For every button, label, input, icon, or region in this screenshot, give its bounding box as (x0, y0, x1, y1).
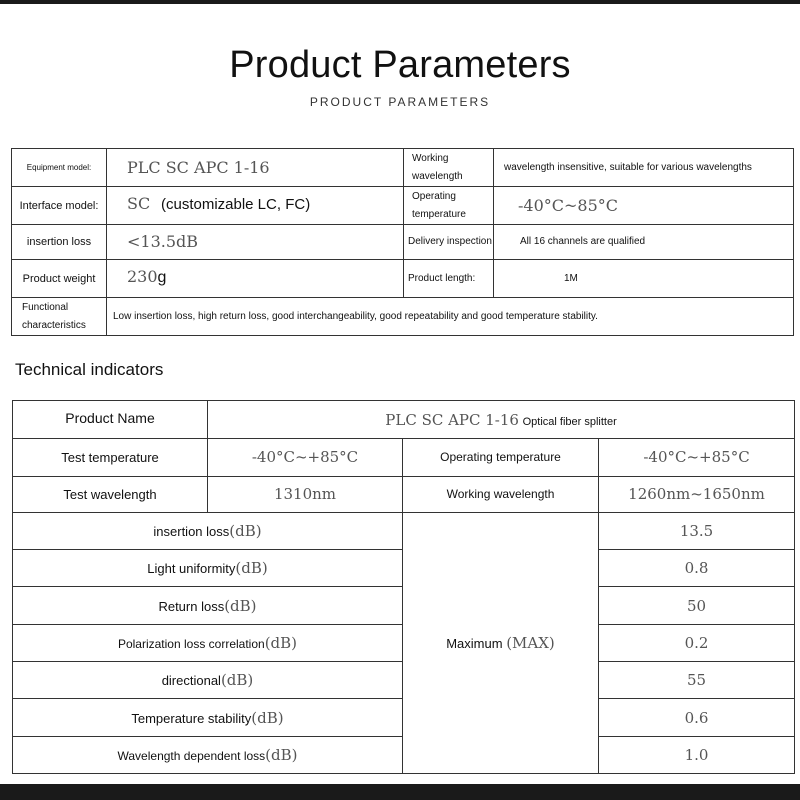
metric-unit: (dB) (220, 671, 254, 690)
metric-unit: (dB) (265, 745, 298, 764)
working-wavelength-value: wavelength insensitive, suitable for various wavelengths (494, 149, 794, 187)
test-wavelength-value: 1310nm (208, 476, 403, 512)
interface-model-value: SC (127, 194, 151, 213)
product-weight-label: Product weight (12, 260, 107, 298)
test-temperature-label: Test temperature (13, 439, 208, 476)
metric-unit: (dB) (224, 596, 257, 615)
table-row (13, 512, 795, 549)
tech-row-product-name (13, 401, 795, 439)
functional-value: Low insertion loss, high return loss, good interchangeability, good repeatability and good temperature stability. (107, 298, 794, 336)
test-wavelength-label: Test wavelength (13, 476, 208, 512)
metric-label: Wavelength dependent loss (117, 748, 266, 763)
functional-label: Functional characteristics (12, 298, 107, 336)
product-name-value: PLC SC APC 1-16 (385, 410, 519, 429)
product-length-label: Product length: (404, 260, 494, 298)
metric-label-cell (13, 587, 403, 624)
tech-operating-temperature-value: -40°C~+85°C (599, 439, 795, 476)
params-row-interface (12, 187, 794, 225)
working-wavelength-label: Working wavelength (404, 149, 494, 187)
metric-value: 13.5 (599, 512, 795, 549)
equipment-model-value: PLC SC APC 1-16 (107, 149, 404, 187)
metric-label-cell (13, 512, 403, 549)
product-weight-value: 230 (127, 267, 158, 286)
product-weight-unit: g (157, 269, 167, 286)
metric-label: Polarization loss correlation (117, 636, 265, 651)
interface-model-cell (107, 187, 404, 225)
metric-label: directional (161, 673, 221, 689)
params-row-equipment (12, 149, 794, 187)
metric-label: Return loss (158, 598, 225, 614)
maximum-label: Maximum (446, 635, 503, 651)
metric-label-cell (13, 662, 403, 699)
metric-value: 1.0 (599, 736, 795, 773)
metric-value: 0.8 (599, 550, 795, 587)
technical-indicators-heading: Technical indicators (15, 360, 164, 379)
metric-label-cell (13, 699, 403, 736)
metric-unit: (dB) (264, 633, 298, 652)
delivery-inspection-value: All 16 channels are qualified (494, 225, 794, 260)
interface-model-label: Interface model: (12, 187, 107, 225)
tech-working-wavelength-value: 1260nm~1650nm (599, 476, 795, 512)
metric-label: Light uniformity (147, 561, 236, 577)
metric-unit: (dB) (235, 559, 268, 578)
params-row-weight (12, 260, 794, 298)
tech-row-wavelength (13, 476, 795, 512)
insertion-loss-value: <13.5dB (107, 225, 404, 260)
product-weight-cell (107, 260, 404, 298)
tech-operating-temperature-label: Operating temperature (403, 439, 599, 476)
bottom-border-bar (0, 784, 800, 800)
metric-label-cell (13, 624, 403, 661)
metric-label-cell (13, 550, 403, 587)
metric-label: insertion loss (153, 524, 230, 540)
product-name-label: Product Name (13, 401, 208, 439)
maximum-cell (403, 512, 599, 773)
metric-value: 0.6 (599, 699, 795, 736)
params-row-functional (12, 298, 794, 336)
page-subtitle: PRODUCT PARAMETERS (309, 95, 491, 109)
delivery-inspection-label: Delivery inspection (404, 225, 494, 260)
technical-indicators-table (12, 400, 795, 774)
metric-value: 55 (599, 662, 795, 699)
test-temperature-value: -40°C~+85°C (208, 439, 403, 476)
tech-row-temperature (13, 439, 795, 476)
interface-model-note: (customizable LC, FC) (160, 196, 311, 213)
metric-unit: (dB) (251, 708, 284, 727)
metric-label-cell (13, 736, 403, 773)
page-title: Product Parameters (229, 44, 571, 86)
operating-temperature-value: -40°C~85°C (494, 187, 794, 225)
tech-working-wavelength-label: Working wavelength (403, 476, 599, 512)
maximum-unit: (MAX) (506, 633, 555, 652)
product-parameters-table (11, 148, 794, 336)
metric-unit: (dB) (229, 522, 262, 541)
metric-value: 50 (599, 587, 795, 624)
equipment-model-label: Equipment model: (12, 149, 107, 187)
insertion-loss-label: insertion loss (12, 225, 107, 260)
product-name-suffix: Optical fiber splitter (522, 415, 617, 428)
params-row-insertion (12, 225, 794, 260)
operating-temperature-label: Operating temperature (404, 187, 494, 225)
product-length-value: 1M (494, 260, 794, 298)
top-border-bar (0, 0, 800, 4)
metric-label: Temperature stability (131, 710, 252, 726)
product-name-cell (208, 401, 795, 439)
metric-value: 0.2 (599, 624, 795, 661)
